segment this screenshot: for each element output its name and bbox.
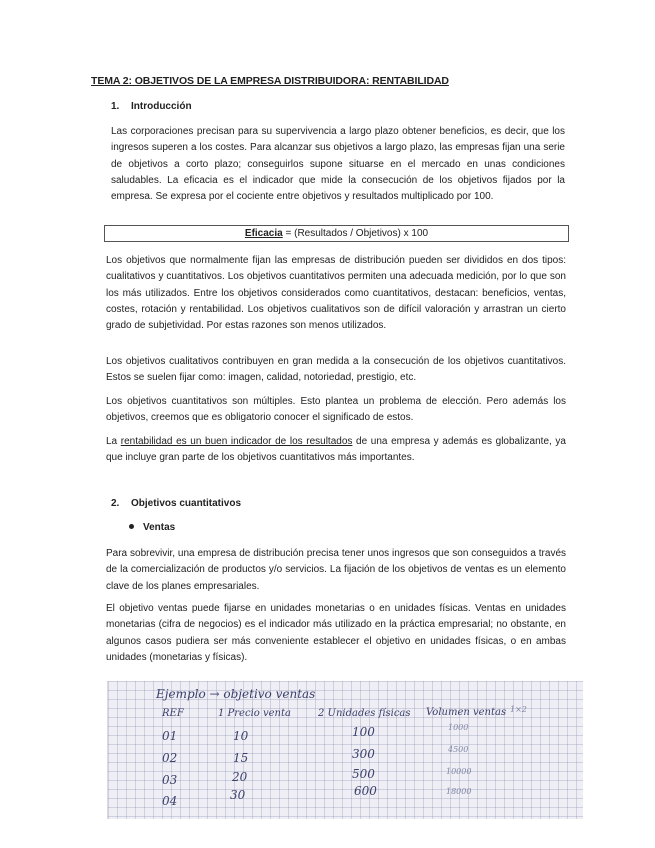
intro-paragraph: Las corporaciones precisan para su supervivencia a largo plazo obtener beneficios, es decir, que los ingresos superen a los costes. Para alcanzar sus objetivos a largo plazo, las empresas fijan una serie de objetivos a corto plazo; conseguirlos supone situarse en el mercado en unas condiciones saludables. La eficacia es el indicador que mide la consecución de los objetivos fijados por la empresa. Se expresa por el cociente entre objetivos y resultados multiplicado por 100. — [111, 126, 565, 203]
handwritten-row-ref: 03 — [162, 773, 178, 787]
handwritten-col-volumen: Volumen ventas — [426, 707, 507, 718]
rentabilidad-underlined: rentabilidad es un buen indicador de los resultados — [120, 436, 353, 447]
handwritten-col-precio: 1 Precio venta — [218, 708, 291, 719]
handwritten-row-volumen: 18000 — [446, 787, 472, 796]
bullet-label: Ventas — [143, 522, 176, 533]
paragraph-rentabilidad — [106, 434, 566, 467]
eficacia-formula-box — [104, 225, 569, 242]
formula-term: Eficacia — [244, 228, 283, 239]
handwritten-heading: Ejemplo → objetivo ventas — [156, 687, 316, 701]
rentabilidad-prefix: La — [106, 436, 121, 447]
paragraph-types: Los objetivos que normalmente fijan las empresas de distribución pueden ser divididos en dos tipos: cualitativos y cuantitativos. Los objetivos cuantitativos permiten una adecuada medición, por lo que son los más utilizados. Entre los objetivos considerados como cuantitativos, destacan: beneficios, ventas, costes, rotación y rentabilidad. Los objetivos cualitativos son de difícil valoración y arrastran un cierto grado de subjetividad. Por estas razones son menos utilizados. — [106, 255, 566, 332]
paragraph-sobrevivir: Para sobrevivir, una empresa de distribución precisa tener unos ingresos que son conseguidos a través de la comercialización de productos y/o servicios. La fijación de los objetivos de ventas es un elemento clave de los planes empresariales. — [106, 548, 566, 592]
handwritten-row-ref: 01 — [162, 729, 178, 743]
handwritten-row-precio: 15 — [233, 751, 249, 765]
handwritten-row-volumen: 10000 — [446, 767, 472, 776]
paragraph-qualitative: Los objetivos cualitativos contribuyen en gran medida a la consecución de los objetivos cuantitativos. Estos se suelen fijar como: imagen, calidad, notoriedad, prestigio, etc. — [106, 356, 566, 384]
handwritten-col-unidades: 2 Unidades físicas — [318, 708, 411, 719]
handwritten-row-unidades: 500 — [352, 767, 375, 781]
section-number: 2. — [111, 498, 120, 509]
handwritten-row-volumen: 1000 — [448, 723, 469, 732]
handwritten-row-precio: 10 — [233, 729, 249, 743]
section-title: Objetivos cuantitativos — [131, 498, 242, 509]
handwritten-example-photo — [107, 681, 583, 819]
handwritten-row-unidades: 100 — [352, 725, 375, 739]
handwritten-row-precio: 20 — [232, 770, 248, 784]
rentabilidad-suffix: de una empresa y además es globalizante, ya que incluye gran parte de los objetivos cuantitativos más importantes. — [106, 436, 566, 464]
formula-expression: = (Resultados / Objetivos) x 100 — [282, 228, 429, 239]
handwritten-row-unidades: 300 — [352, 747, 375, 761]
handwritten-col-product: 1×2 — [510, 705, 527, 714]
document-title: TEMA 2: OBJETIVOS DE LA EMPRESA DISTRIBUIDORA: RENTABILIDAD — [91, 75, 449, 87]
paragraph-unidades: El objetivo ventas puede fijarse en unidades monetarias o en unidades físicas. Ventas en unidades monetarias (cifra de negocios) es el indicador más utilizado en la práctica empresarial; no obstante, en algunos casos pudiera ser más conveniente establecer el objetivo en unidades físicas, o en ambas unidades (monetarias y físicas). — [106, 603, 566, 663]
bullet-dot-icon — [129, 524, 134, 529]
section-title: Introducción — [131, 101, 192, 112]
handwritten-row-unidades: 600 — [354, 784, 377, 798]
section-heading-introduccion — [111, 101, 192, 112]
handwritten-row-precio: 30 — [230, 788, 246, 802]
handwritten-row-ref: 02 — [162, 751, 178, 765]
section-number: 1. — [111, 101, 120, 112]
handwritten-row-ref: 04 — [162, 794, 178, 808]
handwritten-row-volumen: 4500 — [448, 745, 469, 754]
paragraph-multiple: Los objetivos cuantitativos son múltiples. Esto plantea un problema de elección. Pero además los objetivos, creemos que es obligatorio conocer el significado de estos. — [106, 396, 566, 424]
handwritten-col-ref: REF — [162, 708, 184, 719]
section-heading-cuantitativos — [111, 498, 241, 509]
bullet-ventas — [129, 522, 175, 533]
